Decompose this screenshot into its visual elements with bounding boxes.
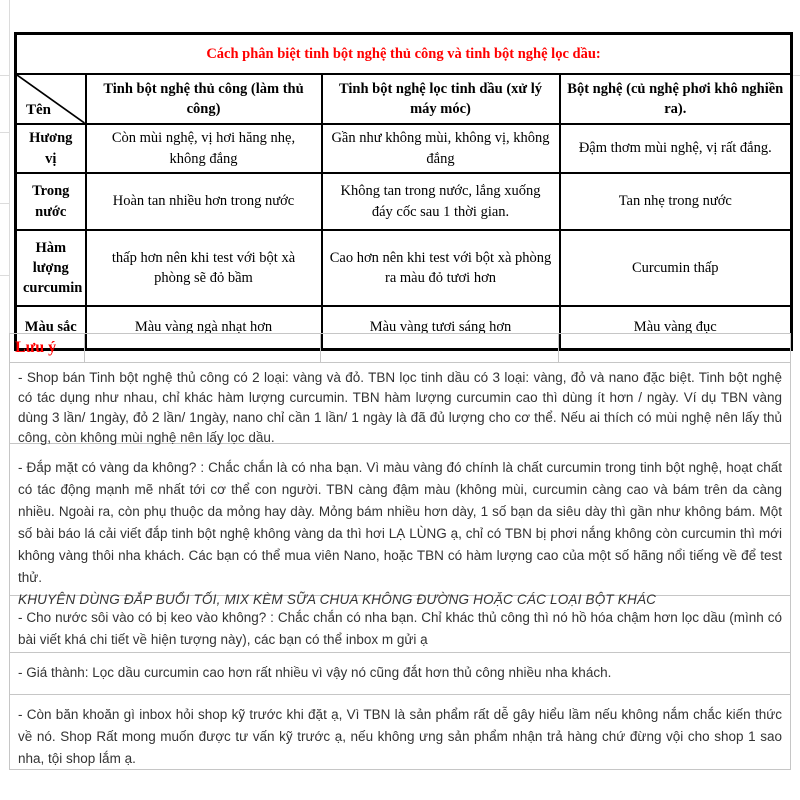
margin-gridline-vertical [9, 0, 10, 333]
note-paragraph: - Shop bán Tinh bột nghệ thủ công có 2 loại: vàng và đỏ. TBN lọc tinh dầu có 3 loại: vàng, đỏ và nano đặc biệt. Tinh bột nghệ có tác dụng như nhau, chỉ khác hàm lượng curcumin. TBN hàm lượng curcumin cao thì dùng ít hơn / ngày. Ví dụ TBN vàng dùng 3 lần/ 1ngày, đỏ 2 lần/ 1ngày, nano chỉ cần 1 lần/ 1 ngày là đã đủ lượng cho cơ thể. Nếu ai thích có mùi nghệ nên lấy thủ công, còn không mùi nghệ nên lấy lọc dầu. [18, 370, 782, 445]
row-label: Trong nước [16, 173, 86, 230]
table-cell: Curcumin thấp [560, 230, 792, 306]
margin-gridline-stub [0, 132, 9, 133]
table-cell: Cao hơn nên khi test với bột xà phòng ra màu đỏ tươi hơn [322, 230, 560, 306]
note-block-types [9, 362, 791, 444]
table-cell: Còn mùi nghệ, vị hơi hăng nhẹ, không đắng [86, 124, 322, 173]
note-label: Lưu ý [15, 339, 57, 356]
note-block-mask [9, 443, 791, 607]
table-cell: Tan nhẹ trong nước [560, 173, 792, 230]
corner-label: Tên [26, 102, 52, 118]
note-paragraph: - Cho nước sôi vào có bị keo vào không? : Chắc chắn có nha bạn. Chỉ khác thủ công thì nó hồ hóa chậm hơn lọc dầu (mình có bài viết khá chi tiết về hiện tượng này), các bạn có thể inbox m gửi ạ [18, 610, 782, 647]
note-cell [321, 334, 559, 362]
table-cell: Không tan trong nước, lắng xuống đáy cốc sau 1 thời gian. [322, 173, 560, 230]
column-header-thu-cong: Tinh bột nghệ thủ công (làm thủ công) [86, 74, 322, 124]
note-paragraph: - Đắp mặt có vàng da không? : Chắc chắn là có nha bạn. Vì màu vàng đó chính là chất curcumin trong tinh bột nghệ, hoạt chất có tác động mạnh mẽ nhất tới cơ thể con người. TBN càng đậm màu (không mùi, curcumin càng cao và bám trên da càng nhiều. Ngoài ra, còn phụ thuộc da mỏng hay dày. Mỏng bám nhiều hơn dày, 1 số bạn da siêu dày thì gần như không bám. Một số bài báo lá cải viết đắp tinh bột nghệ không vàng da thì hơi LẠ LÙNG ạ, chỉ có TBN bị phơi nắng không còn curcumin thì mới không vàng thôi nha khách. Các bạn có thể mua viên Nano, hoặc TBN có hàm lượng cao của một số hãng nổi tiếng về để test thử. [18, 460, 782, 585]
column-header-bot-nghe: Bột nghệ (củ nghệ phơi khô nghiền ra). [560, 74, 792, 124]
note-cell [10, 334, 85, 362]
column-header-loc-tinh-dau: Tinh bột nghệ lọc tinh dầu (xử lý máy móc) [322, 74, 560, 124]
table-cell: Gần như không mùi, không vị, không đắng [322, 124, 560, 173]
note-cell [85, 334, 321, 362]
row-label: Hàm lượng curcumin [16, 230, 86, 306]
table-cell: Đậm thơm mùi nghệ, vị rất đắng. [560, 124, 792, 173]
table-row-trong-nuoc [16, 173, 792, 230]
table-cell: Hoàn tan nhiều hơn trong nước [86, 173, 322, 230]
table-title-row [16, 34, 792, 75]
table-cell: Màu vàng ngà nhạt hơn [86, 306, 322, 350]
note-paragraph: - Còn băn khoăn gì inbox hỏi shop kỹ trước khi đặt ạ, Vì TBN là sản phẩm rất dễ gây hiểu lầm nếu không nắm chắc kiến thức về nó. Shop Rất mong muốn được tư vấn kỹ trước ạ, nếu không ưng sản phẩm nhận trả hàng chứ đừng vội cho shop 1 sao nha, tội shop lắm ạ. [18, 707, 782, 766]
note-block-contact [9, 694, 791, 770]
note-row [9, 333, 791, 363]
margin-gridline-stub [0, 275, 9, 276]
note-paragraph: - Giá thành: Lọc dầu curcumin cao hơn rất nhiều vì vậy nó cũng đắt hơn thủ công nhiều nha khách. [18, 665, 612, 680]
note-cell [559, 334, 790, 362]
table-row-huong-vi [16, 124, 792, 173]
table-cell: Màu vàng tươi sáng hơn [322, 306, 560, 350]
note-paragraph-emphasis: KHUYÊN DÙNG ĐẮP BUỔI TỐI, MIX KÈM SỮA CHUA KHÔNG ĐƯỜNG HOẶC CÁC LOẠI BỘT KHÁC [18, 592, 657, 607]
margin-gridline-stub [0, 75, 9, 76]
comparison-table [14, 32, 793, 351]
row-label: Hương vị [16, 124, 86, 173]
table-cell: thấp hơn nên khi test với bột xà phòng sẽ đỏ bầm [86, 230, 322, 306]
notes-section [9, 363, 791, 770]
note-block-price [9, 652, 791, 695]
table-row-ham-luong-curcumin [16, 230, 792, 306]
table-header-row [16, 74, 792, 124]
table-title: Cách phân biệt tinh bột nghệ thủ công và tinh bột nghệ lọc dầu: [16, 34, 792, 75]
table-cell: Màu vàng đục [560, 306, 792, 350]
margin-gridline-stub [0, 203, 9, 204]
row-label: Màu sắc [16, 306, 86, 350]
corner-cell [16, 74, 86, 124]
